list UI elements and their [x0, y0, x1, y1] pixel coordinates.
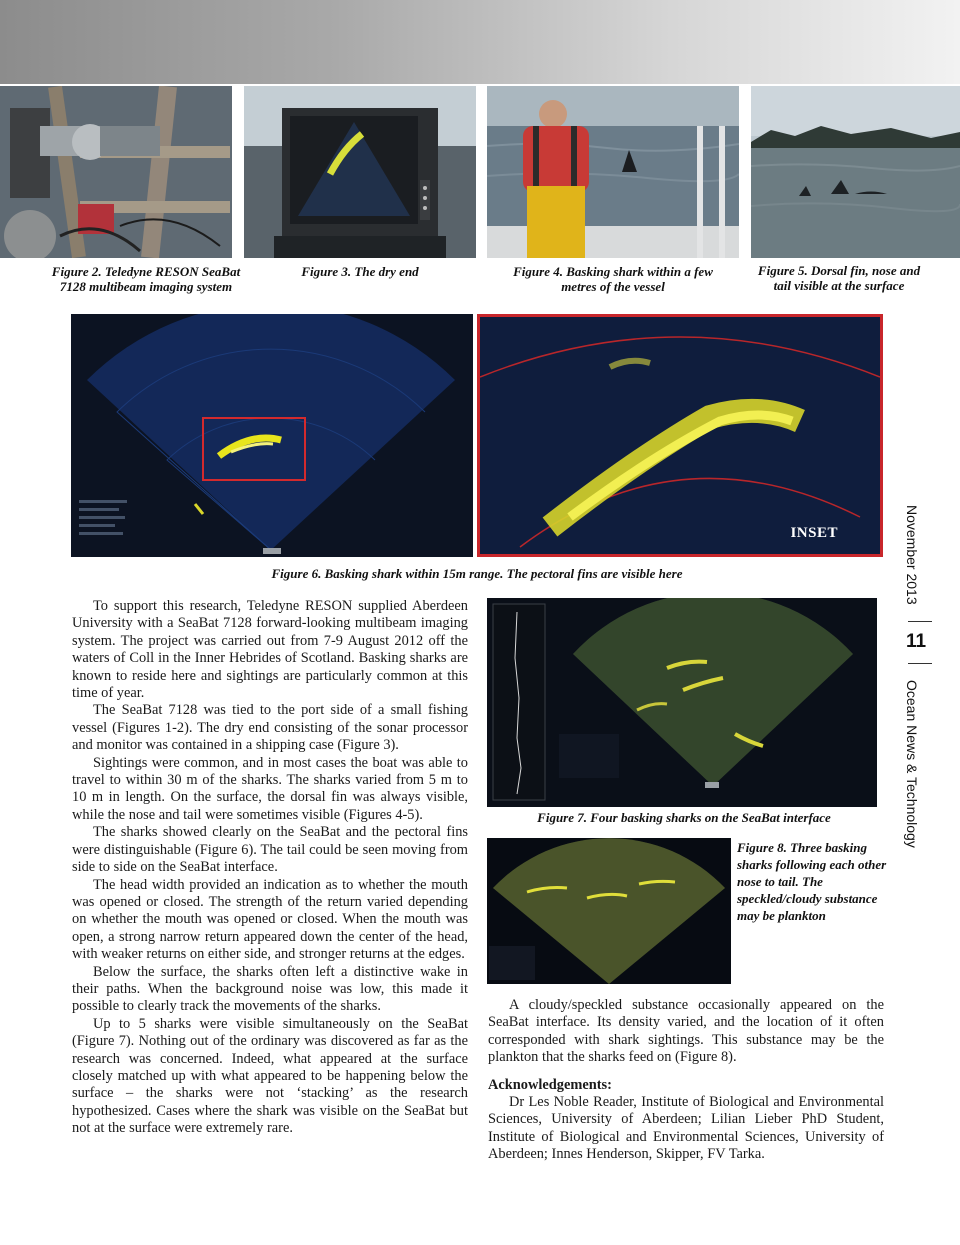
figure-4-caption: Figure 4. Basking shark within a few metres of the vessel — [513, 264, 713, 294]
figure-5-photo — [751, 86, 960, 258]
figure-3-photo — [244, 86, 476, 258]
paragraph: The sharks showed clearly on the SeaBat and the pectoral fins were distinguishable (Figure 6). The tail could be seen moving from side to side on the SeaBat interface. — [72, 824, 468, 876]
paragraph: A cloudy/speckled substance occasionally appeared on the SeaBat interface. Its density varied, and the location of it often corresponded with shark sightings. This substance may be the plankton that the sharks feed on (Figure 8). — [488, 997, 884, 1066]
rail-divider — [908, 621, 932, 622]
paragraph: The head width provided an indication as to whether the mouth was opened or closed. The strength of the return varied depending on whether the mouth was opened or closed. When the mouth was open, a strong narrow return appeared down the center of the head, with weaker returns on either side, and stronger returns at the edges. — [72, 876, 468, 963]
page-number: 11 — [906, 631, 927, 652]
publication-name: Ocean News & Technology — [904, 680, 920, 848]
figure-2-photo — [0, 86, 232, 258]
figure-6-inset — [477, 314, 883, 557]
figure-7-caption: Figure 7. Four basking sharks on the SeaBat interface — [537, 810, 831, 825]
paragraph: The SeaBat 7128 was tied to the port side of a small fishing vessel (Figures 1-2). The dry end consisting of the sonar processor and monitor was contained in a shipping case (Figure 3). — [72, 702, 468, 754]
figure-8-sonar — [487, 838, 731, 984]
figure-6-caption: Figure 6. Basking shark within 15m range. The pectoral fins are visible here — [271, 566, 683, 581]
article-right-column — [488, 997, 884, 1164]
header-band — [0, 0, 960, 84]
acknowledgements-heading: Acknowledgements: — [488, 1076, 612, 1093]
inset-label: INSET — [790, 525, 838, 541]
paragraph: Sightings were common, and in most cases the boat was able to travel to within 30 m of the sharks. The sharks varied from 5 m to 10 m in length. On the surface, the dorsal fin was always visible, while the nose and tail were sometimes visible (Figures 4-5). — [72, 754, 468, 823]
figure-6-sonar-fan — [71, 314, 473, 557]
article-left-column — [72, 598, 468, 1138]
figure-2-caption: Figure 2. Teledyne RESON SeaBat 7128 multibeam imaging system — [51, 264, 241, 294]
figure-8-caption: Figure 8. Three basking sharks following each other nose to tail. The speckled/cloudy substance may be plankton — [737, 840, 887, 923]
page-side-rail — [892, 505, 948, 865]
acknowledgements-text: Dr Les Noble Reader, Institute of Biological and Environmental Sciences, University of Aberdeen; Lilian Lieber PhD Student, Institute of Biological and Environmental Sciences, University of Aberdeen; Innes Henderson, Skipper, FV Tarka. — [488, 1094, 884, 1163]
figure-5-caption: Figure 5. Dorsal fin, nose and tail visible at the surface — [757, 263, 921, 293]
figure-3-caption: Figure 3. The dry end — [301, 264, 419, 279]
figure-7-sonar — [487, 598, 877, 807]
figure-4-photo — [487, 86, 739, 258]
paragraph: Up to 5 sharks were visible simultaneously on the SeaBat (Figure 7). Nothing out of the ordinary was discovered as far as the research was concerned. Indeed, what appeared at the surface closely matched up with what appeared to be happening below the surface – the sharks were not ‘stacking’ as the research hypothesized. Cases where the shark was visible on the SeaBat but not at the surface were extremely rare. — [72, 1015, 468, 1137]
paragraph: To support this research, Teledyne RESON supplied Aberdeen University with a SeaBat 7128 forward-looking multibeam imaging system. The project was carried out from 7-9 August 2012 off the waters of Coll in the Inner Hebrides of Scotland. Basking sharks are known to reside here and sightings are particularly common at this time of year. — [72, 598, 468, 702]
rail-divider — [908, 663, 932, 664]
paragraph: Below the surface, the sharks often left a distinctive wake in their paths. When the background noise was low, this made it possible to clearly track the movements of the sharks. — [72, 963, 468, 1015]
issue-date: November 2013 — [904, 505, 920, 605]
